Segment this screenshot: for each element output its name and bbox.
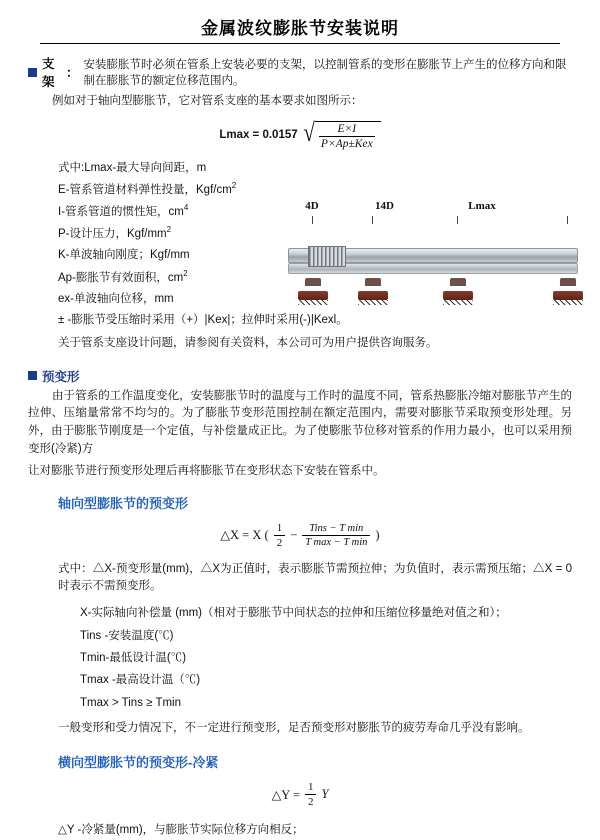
diagram-pipe-assembly — [282, 226, 582, 306]
formula-axial-minus: − — [290, 527, 298, 542]
support-anchor-2 — [358, 284, 388, 300]
formula-lateral-coldpull — [28, 781, 572, 808]
formula-lmax — [28, 117, 572, 150]
formula-axial-predeform — [28, 522, 572, 549]
formula-lateral-rhs: Y — [321, 787, 329, 802]
formula-axial-lhs: △X = X ( — [220, 528, 269, 543]
axial-support-diagram — [282, 200, 582, 310]
support-paragraph-1: 安装膨胀节时必须在管系上安装必要的支架，以控制管系的变形在膨胀节上产生的位移方向和限制在膨胀节的额定位移范围内。 — [83, 59, 567, 87]
legend-item-Ap-sup: 2 — [183, 268, 188, 278]
subsection-heading-lateral: 横向型膨胀节的预变形-冷紧 — [58, 755, 219, 771]
formula-lateral-frac — [305, 781, 317, 808]
axial-closing: 一般变形和受力情况下，不一定进行预变形，足否预变形对膨胀节的疲劳寿命几乎没有影响。 — [58, 722, 530, 735]
axial-note-Tins: Tins -安装温度(℃) — [80, 629, 174, 642]
legend-item-P-sup: 2 — [166, 225, 172, 235]
formula-axial-frac-temp — [302, 523, 370, 548]
section-heading-support-colon: ： — [65, 66, 79, 80]
radical-sign-icon: √ — [303, 117, 315, 147]
section-heading-support — [28, 54, 572, 90]
section-heading-predeform — [28, 367, 572, 385]
formula-lmax-denominator: P×Ap±Kex — [320, 137, 373, 150]
formula-axial-frac-temp-num: Tins − T min — [309, 522, 364, 534]
legend-item-Ap-label: Ap-膨胀节有效面积，cm — [58, 271, 184, 284]
formula-lateral-frac-num: 1 — [307, 781, 314, 794]
legend-item-E — [58, 179, 572, 201]
formula-axial-frac-half-num: 1 — [276, 521, 283, 534]
formula-axial-frac-temp-den: T max − T min — [302, 535, 370, 548]
axial-note-X: X-实际轴向补偿量 (mm)（相对于膨胀节中间状态的拉伸和压缩位移量绝对值之和）； — [80, 607, 507, 620]
document-body — [0, 54, 600, 840]
section-heading-predeform-label: 预变形 — [42, 369, 80, 384]
bullet-square-icon — [28, 68, 37, 77]
predeform-paragraph-2: 让对膨胀节进行预变形处理后再将膨胀节在变形状态下安装在管系中。 — [28, 464, 385, 477]
axial-note-list — [28, 602, 572, 714]
legend-item-I-sup: 4 — [183, 203, 189, 213]
formula-lateral-frac-den: 2 — [305, 794, 317, 808]
legend-item-K-label: K-单波轴向刚度；Kgf/mm — [58, 249, 190, 262]
legend-item-I-label: I-管系管道的惯性矩，cm — [58, 206, 184, 218]
formula-lateral-lhs: △Y = — [271, 787, 300, 802]
formula-axial-frac-half-den: 2 — [274, 535, 286, 549]
legend-item-E-sup: 2 — [231, 181, 237, 191]
page-title: 金属波纹膨胀节安装说明 — [201, 19, 399, 38]
diagram-dimension-labels — [282, 200, 582, 216]
formula-lmax-lhs: Lmax = 0.0157 — [219, 129, 298, 142]
support-paragraph-2: 例如对于轴向型膨胀节，它对管系支座的基本要求如图所示： — [52, 95, 363, 107]
support-anchor-3 — [443, 284, 473, 300]
formula-axial-rhs: ) — [375, 527, 380, 542]
diagram-label-14d: 14D — [375, 200, 394, 212]
formula-lmax-radical — [302, 117, 381, 150]
diagram-tick-marks — [282, 216, 582, 224]
legend-intro: 式中:Lmax-最大导向间距，m — [58, 161, 207, 174]
bullet-square-icon-2 — [28, 371, 37, 380]
legend-item-E-label: E-管系管道材料弹性投量，Kgf/cm — [58, 183, 232, 196]
axial-where-intro: 式中：△X-预变形量(mm)，△X为正值时，表示膨胀节需预拉伸；为负值时，表示需预压缩；△X = 0时表示不需预变形。 — [58, 562, 572, 593]
formula-lmax-numerator: E×I — [337, 122, 357, 135]
bellows-expansion-joint-icon — [308, 246, 346, 267]
legend-item-P-label: P-设计压力，Kgf/mm — [58, 228, 167, 241]
support-anchor-1 — [298, 284, 328, 300]
axial-note-Tmax: Tmax -最高设计温（℃) — [80, 674, 201, 687]
lateral-closing: △Y -冷紧量(mm)，与膨胀节实际位移方向相反； — [58, 824, 304, 837]
support-anchor-4 — [553, 284, 583, 300]
legend-item-sign — [58, 310, 572, 331]
axial-note-range: Tmax > Tins ≥ Tmin — [80, 696, 181, 709]
diagram-label-lmax: Lmax — [468, 200, 496, 212]
diagram-label-4d: 4D — [305, 200, 319, 212]
section-heading-support-label: 支架 — [42, 57, 55, 89]
title-divider — [40, 43, 560, 44]
subsection-heading-axial: 轴向型膨胀节的预变形 — [58, 495, 189, 511]
predeform-paragraph-1: 由于管系的工作温度变化，安装膨胀节时的温度与工作时的温度不同，管系热膨胀冷缩对膨胀节产生的拉伸、压缩量常常不均匀的。为了膨胀节变形范围控制在额定范围内，需要对膨胀节采取预变形处理。另外，由于膨胀节刚度是一个定值，与补偿量成正比。为了使膨胀节位移对管系的作用力最小，也可以采用预变形(冷紧)方 — [28, 389, 572, 455]
formula-axial-frac-half — [274, 522, 286, 549]
legend-closing: 关于管系支座设计问题，请参阅有关资料，本公司可为用户提供咨询服务。 — [58, 337, 438, 350]
axial-note-Tmin: Tmin-最低设计温(℃) — [80, 652, 187, 665]
legend-item-ex-label: ex-单波轴向位移，mm — [58, 292, 174, 305]
document-page — [0, 14, 600, 837]
legend-item-sign-label: ± -膨胀节受压缩时采用（+）|Kex|；拉伸时采用(-)|Kexl。 — [58, 313, 348, 326]
